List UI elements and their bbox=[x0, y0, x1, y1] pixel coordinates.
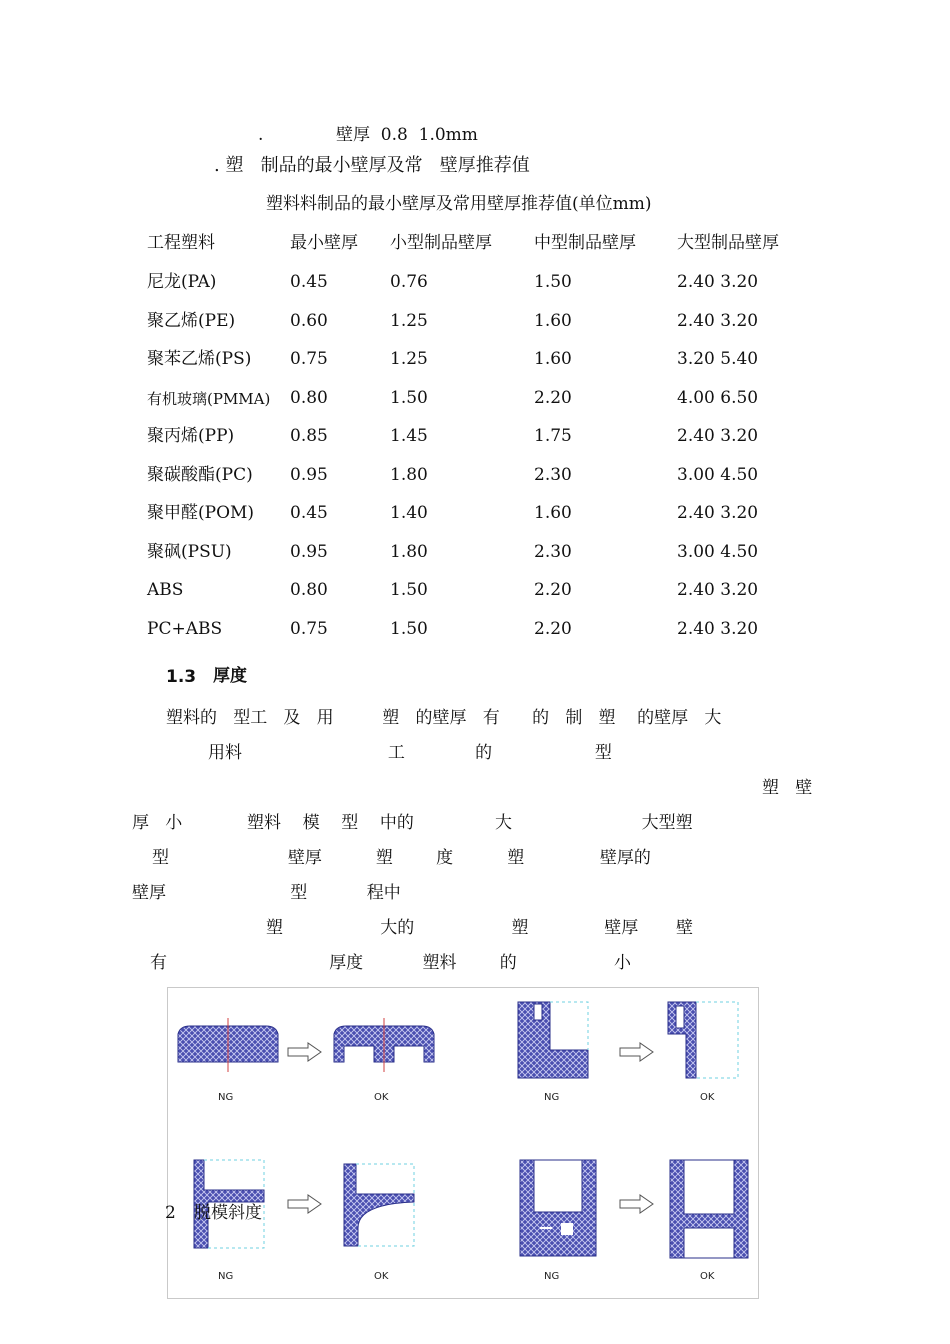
cell-min: 0.60 bbox=[290, 310, 328, 331]
cell-medium: 2.30 bbox=[534, 464, 572, 485]
para-line-5: 型 壁厚 塑 度 塑 壁厚的 bbox=[152, 848, 651, 868]
table-row bbox=[0, 505, 950, 529]
diagram1-ng bbox=[178, 1018, 278, 1072]
cell-small: 1.45 bbox=[390, 426, 428, 446]
cell-large: 3.00 4.50 bbox=[677, 541, 759, 562]
cell-large: 2.40 3.20 bbox=[677, 618, 759, 639]
label-ng-3: NG bbox=[218, 1271, 234, 1282]
para-line-2: 用料 工 的 型 bbox=[208, 743, 612, 763]
para-line-4: 厚 小 塑料 模 型 中的 大 大型塑 bbox=[132, 813, 693, 833]
cell-large: 2.40 3.20 bbox=[677, 310, 759, 331]
cell-large: 4.00 6.50 bbox=[677, 387, 759, 408]
cell-small: 1.50 bbox=[390, 618, 428, 639]
line2-heading: . 塑 制品的最小壁厚及常 壁厚推荐值 bbox=[214, 155, 530, 176]
cell-small: 1.25 bbox=[390, 310, 428, 331]
cell-material: 聚碳酸酯(PC) bbox=[147, 464, 253, 485]
cell-small: 1.40 bbox=[390, 503, 428, 523]
cell-medium: 1.60 bbox=[534, 310, 572, 331]
table-row bbox=[0, 310, 950, 337]
section2-title: 脱模斜度 bbox=[194, 1203, 262, 1223]
para-line-1: 塑料的 型工 及 用 塑 的壁厚 有 的 制 塑 的壁厚 大 bbox=[166, 708, 722, 728]
label-ok-3: OK bbox=[374, 1271, 389, 1282]
cell-medium: 2.20 bbox=[534, 618, 572, 639]
diagram4-ok bbox=[670, 1160, 748, 1258]
header-large: 大型制品壁厚 bbox=[677, 233, 779, 253]
cell-min: 0.45 bbox=[290, 272, 328, 292]
cell-small: 1.80 bbox=[390, 541, 428, 562]
section2-number: 2 bbox=[165, 1203, 176, 1223]
label-ng-4: NG bbox=[544, 1271, 560, 1282]
section-title: 厚度 bbox=[213, 666, 247, 686]
cell-large: 2.40 3.20 bbox=[677, 503, 759, 523]
cell-small: 1.50 bbox=[390, 580, 428, 600]
cell-small: 1.50 bbox=[390, 387, 428, 408]
label-ok-4: OK bbox=[700, 1271, 715, 1282]
wall-thickness-figure bbox=[167, 987, 759, 1299]
para-line-6: 壁厚 型 程中 bbox=[132, 883, 401, 903]
right-arrow-icon bbox=[288, 1043, 321, 1061]
label-ng-2: NG bbox=[544, 1092, 560, 1103]
cell-material: ABS bbox=[147, 580, 184, 600]
table-row bbox=[0, 618, 950, 645]
cell-min: 0.80 bbox=[290, 580, 328, 600]
cell-material: 聚苯乙烯(PS) bbox=[147, 349, 252, 369]
cell-small: 0.76 bbox=[390, 272, 428, 292]
table-caption: 塑料料制品的最小壁厚及常用壁厚推荐值(单位mm) bbox=[266, 194, 652, 214]
cell-material: 尼龙(PA) bbox=[147, 272, 217, 292]
right-arrow-icon bbox=[620, 1195, 653, 1213]
cell-large: 2.40 3.20 bbox=[677, 580, 759, 600]
header-medium: 中型制品壁厚 bbox=[534, 233, 636, 253]
header-material: 工程塑料 bbox=[147, 233, 215, 253]
table-row bbox=[0, 582, 950, 606]
table-row bbox=[0, 387, 950, 414]
cell-material: 聚砜(PSU) bbox=[147, 541, 232, 562]
table-row bbox=[0, 274, 950, 298]
header-small: 小型制品壁厚 bbox=[390, 233, 492, 253]
cell-medium: 2.20 bbox=[534, 387, 572, 408]
cell-large: 3.20 5.40 bbox=[677, 349, 759, 369]
cell-medium: 2.20 bbox=[534, 580, 572, 600]
cell-min: 0.95 bbox=[290, 541, 328, 562]
cell-large: 3.00 4.50 bbox=[677, 464, 759, 485]
diagram3-ok bbox=[344, 1164, 414, 1246]
para-line-3: 塑 壁 bbox=[762, 778, 813, 798]
label-ng-1: NG bbox=[218, 1092, 234, 1103]
table-row bbox=[0, 351, 950, 375]
table-header-row bbox=[0, 235, 950, 259]
line1-dot: . bbox=[258, 125, 264, 145]
ng-ok-diagrams bbox=[168, 988, 758, 1298]
table-row bbox=[0, 464, 950, 491]
cell-medium: 1.75 bbox=[534, 426, 572, 446]
cell-large: 2.40 3.20 bbox=[677, 272, 759, 292]
cell-material: 有机玻璃(PMMA) bbox=[147, 389, 271, 408]
cell-medium: 1.60 bbox=[534, 349, 572, 369]
table-row bbox=[0, 428, 950, 452]
diagram1-ok bbox=[334, 1018, 434, 1072]
cell-large: 2.40 3.20 bbox=[677, 426, 759, 446]
cell-medium: 2.30 bbox=[534, 541, 572, 562]
cell-min: 0.45 bbox=[290, 503, 328, 523]
cell-material: PC+ABS bbox=[147, 618, 223, 639]
diagram2-ok bbox=[668, 1002, 738, 1078]
line1-wall-thickness: 壁厚 0.8 1.0mm bbox=[336, 125, 478, 145]
cell-min: 0.80 bbox=[290, 387, 328, 408]
right-arrow-icon bbox=[620, 1043, 653, 1061]
para-line-7: 塑 大的 塑 壁厚 壁 bbox=[266, 918, 694, 938]
cell-material: 聚甲醛(POM) bbox=[147, 503, 255, 523]
cell-material: 聚丙烯(PP) bbox=[147, 426, 235, 446]
label-ok-1: OK bbox=[374, 1092, 389, 1103]
cell-min: 0.75 bbox=[290, 349, 328, 369]
cell-min: 0.85 bbox=[290, 426, 328, 446]
para-line-8: 有 厚度 塑料 的 小 bbox=[150, 953, 632, 973]
cell-small: 1.80 bbox=[390, 464, 428, 485]
cell-small: 1.25 bbox=[390, 349, 428, 369]
table-row bbox=[0, 541, 950, 568]
cell-medium: 1.50 bbox=[534, 272, 572, 292]
diagram4-ng bbox=[520, 1160, 596, 1256]
right-arrow-icon bbox=[288, 1195, 321, 1213]
section-number: 1.3 bbox=[166, 667, 197, 687]
cell-medium: 1.60 bbox=[534, 503, 572, 523]
label-ok-2: OK bbox=[700, 1092, 715, 1103]
header-min: 最小壁厚 bbox=[290, 233, 358, 253]
diagram2-ng bbox=[518, 1002, 588, 1078]
cell-min: 0.75 bbox=[290, 618, 328, 639]
cell-min: 0.95 bbox=[290, 464, 328, 485]
cell-material: 聚乙烯(PE) bbox=[147, 310, 236, 331]
